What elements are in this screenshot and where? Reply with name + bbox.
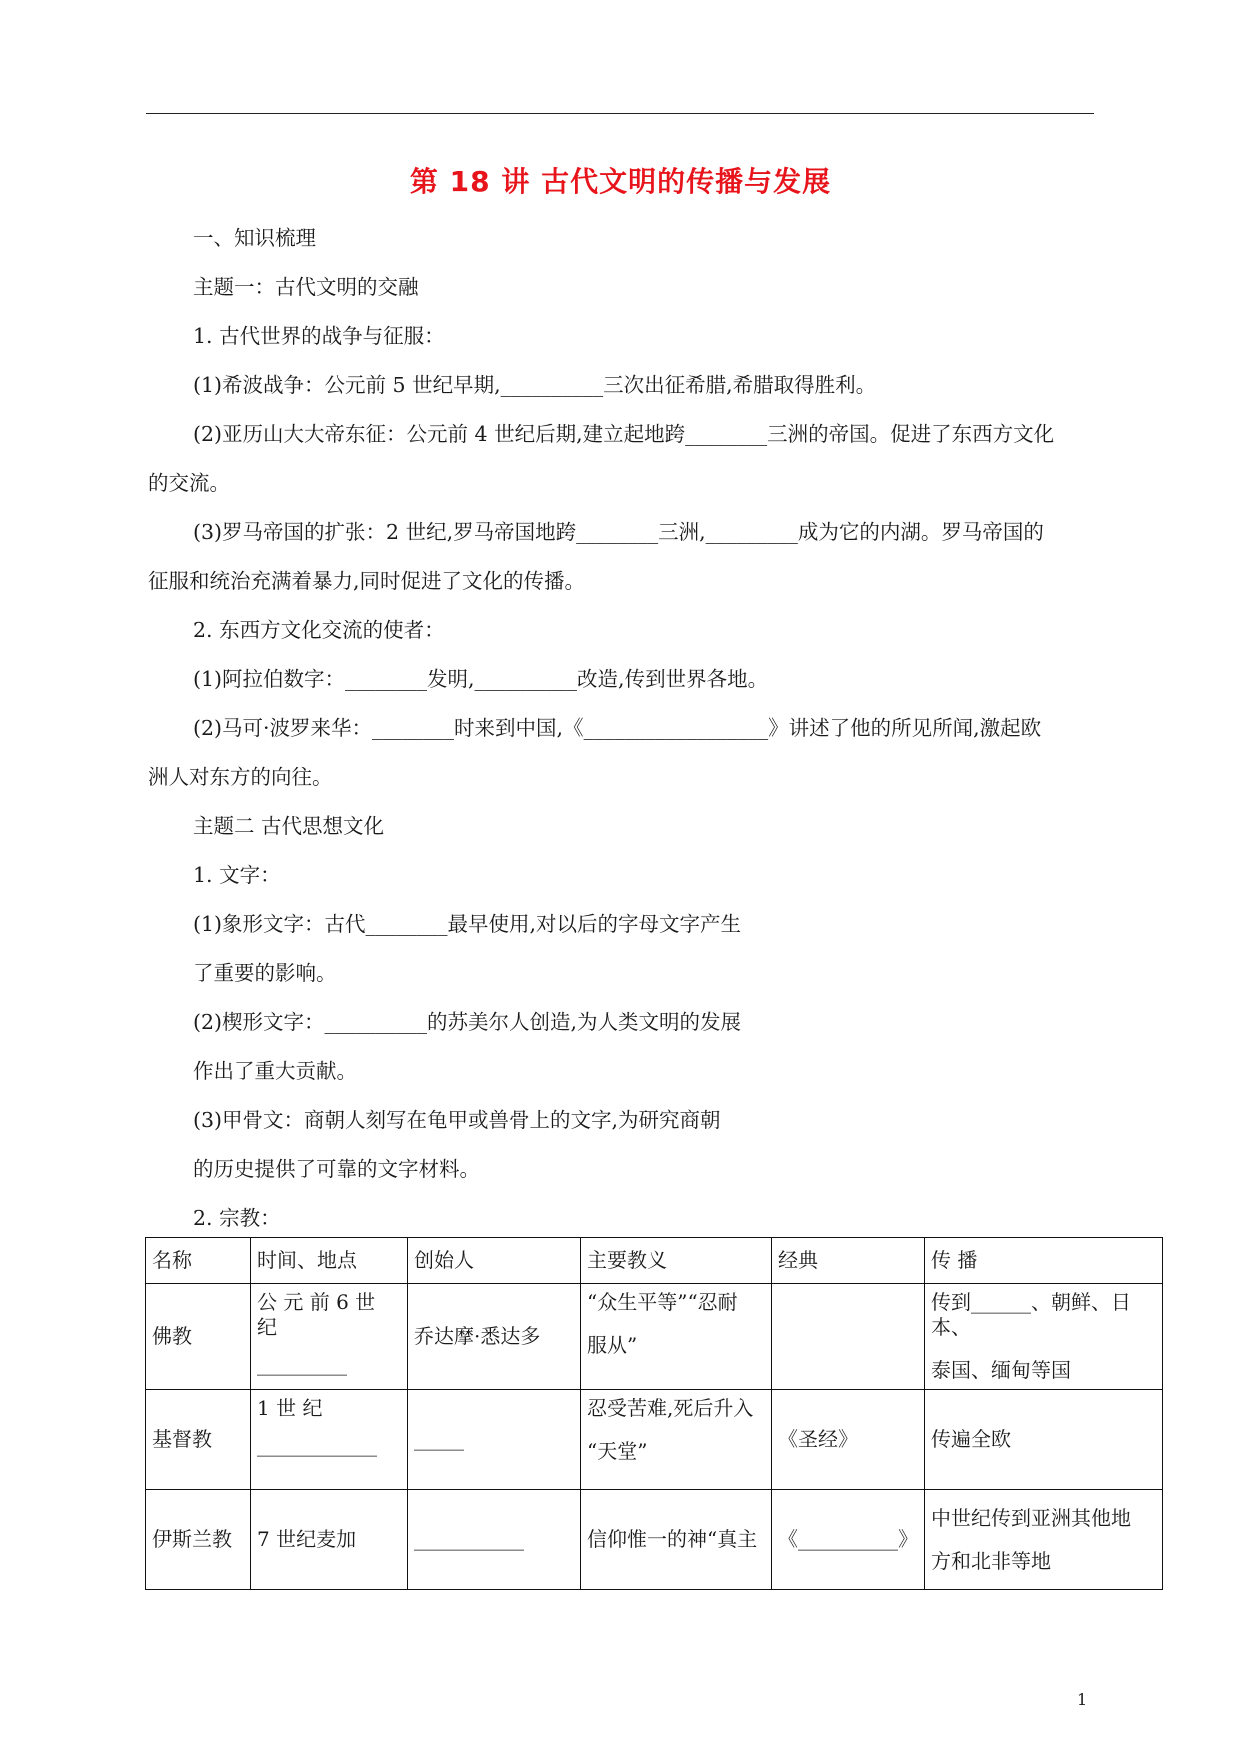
header-cell: 名称 (146, 1238, 251, 1284)
item-oracle-bone-line2: 的历史提供了可靠的文字材料。 (193, 1157, 480, 1181)
time-place-line: 7 世纪麦加 (257, 1527, 357, 1551)
time-place-cell (251, 1390, 408, 1490)
spread-line: 传遍全欧 (931, 1427, 1011, 1451)
classic-cell: 《圣经》 (772, 1390, 925, 1490)
subheading-wars: 1. 古代世界的战争与征服： (193, 324, 445, 348)
topic-heading-2: 主题二 古代思想文化 (193, 814, 385, 838)
subheading-religion: 2. 宗教： (193, 1206, 281, 1230)
religion-name: 伊斯兰教 (146, 1490, 251, 1590)
time-place-blank: ____________ (257, 1433, 377, 1457)
founder-cell: 乔达摩·悉达多 (408, 1284, 581, 1390)
item-cuneiform-line2: 作出了重大贡献。 (193, 1059, 357, 1083)
time-place-blank: _________ (257, 1352, 347, 1376)
doctrine-line: 服从” (587, 1333, 638, 1357)
header-cell: 经典 (772, 1238, 925, 1284)
time-place-cell (251, 1490, 408, 1590)
subheading-writing: 1. 文字： (193, 863, 281, 887)
spread-cell (925, 1490, 1163, 1590)
item-marco-polo-line2: 洲人对东方的向往。 (148, 765, 333, 789)
header-cell: 主要教义 (581, 1238, 772, 1284)
item-oracle-bone-line1: (3)甲骨文：商朝人刻写在龟甲或兽骨上的文字,为研究商朝 (193, 1108, 721, 1132)
doctrine-cell (581, 1490, 772, 1590)
header-cell: 时间、地点 (251, 1238, 408, 1284)
spread-line: 传到______、朝鲜、日本、 (931, 1290, 1131, 1339)
section-heading: 一、知识梳理 (193, 226, 316, 250)
spread-cell (925, 1390, 1163, 1490)
founder-cell: _____ (408, 1390, 581, 1490)
table-row (146, 1284, 1163, 1390)
doctrine-line: “众生平等”“忍耐 (587, 1290, 738, 1314)
classic-cell (772, 1284, 925, 1390)
item-cuneiform-line1: (2)楔形文字：__________的苏美尔人创造,为人类文明的发展 (193, 1010, 742, 1034)
item-hieroglyph-line2: 了重要的影响。 (193, 961, 337, 985)
time-place-line: 1 世 纪 (257, 1396, 323, 1420)
header-cell: 传 播 (925, 1238, 1163, 1284)
item-marco-polo-line1: (2)马可·波罗来华：________时来到中国,《__________________》讲述了他的所见所闻,激起欧 (193, 716, 1042, 740)
page-title: 第 18 讲 古代文明的传播与发展 (409, 165, 832, 198)
doctrine-cell (581, 1390, 772, 1490)
religion-name: 佛教 (146, 1284, 251, 1390)
doctrine-line: “天堂” (587, 1439, 648, 1463)
page-number: 1 (1077, 1690, 1088, 1709)
item-alexander-line1: (2)亚历山大大帝东征：公元前 4 世纪后期,建立起地跨________三洲的帝国。促进了东西方文化 (193, 422, 1055, 446)
header-rule (146, 113, 1094, 114)
item-arabic-numerals: (1)阿拉伯数字：________发明,__________改造,传到世界各地。 (193, 667, 769, 691)
religion-name: 基督教 (146, 1390, 251, 1490)
item-rome-line2: 征服和统治充满着暴力,同时促进了文化的传播。 (148, 569, 586, 593)
item-hieroglyph-line1: (1)象形文字：古代________最早使用,对以后的字母文字产生 (193, 912, 742, 936)
spread-line: 泰国、缅甸等国 (931, 1358, 1071, 1382)
topic-heading-1: 主题一：古代文明的交融 (193, 275, 419, 299)
item-alexander-line2: 的交流。 (148, 471, 230, 495)
spread-line: 方和北非等地 (931, 1548, 1051, 1573)
header-cell: 创始人 (408, 1238, 581, 1284)
time-place-line: 公 元 前 6 世 纪 (257, 1290, 376, 1339)
item-greco-persian-war: (1)希波战争：公元前 5 世纪早期,__________三次出征希腊,希腊取得胜利。 (193, 373, 877, 397)
table-row (146, 1490, 1163, 1590)
religion-table (145, 1237, 1163, 1590)
time-place-cell (251, 1284, 408, 1390)
table-header-row (146, 1238, 1163, 1284)
subheading-envoys: 2. 东西方文化交流的使者： (193, 618, 445, 642)
doctrine-line: 忍受苦难,死后升入 (587, 1396, 754, 1420)
doctrine-cell (581, 1284, 772, 1390)
doctrine-line: 信仰惟一的神“真主 (587, 1527, 758, 1551)
classic-cell: 《__________》 (772, 1490, 925, 1590)
spread-line: 中世纪传到亚洲其他地 (931, 1505, 1131, 1530)
table-row (146, 1390, 1163, 1490)
founder-cell: ___________ (408, 1490, 581, 1590)
spread-cell (925, 1284, 1163, 1390)
item-rome-line1: (3)罗马帝国的扩张：2 世纪,罗马帝国地跨________三洲,_________成为它的内湖。罗马帝国的 (193, 520, 1044, 544)
